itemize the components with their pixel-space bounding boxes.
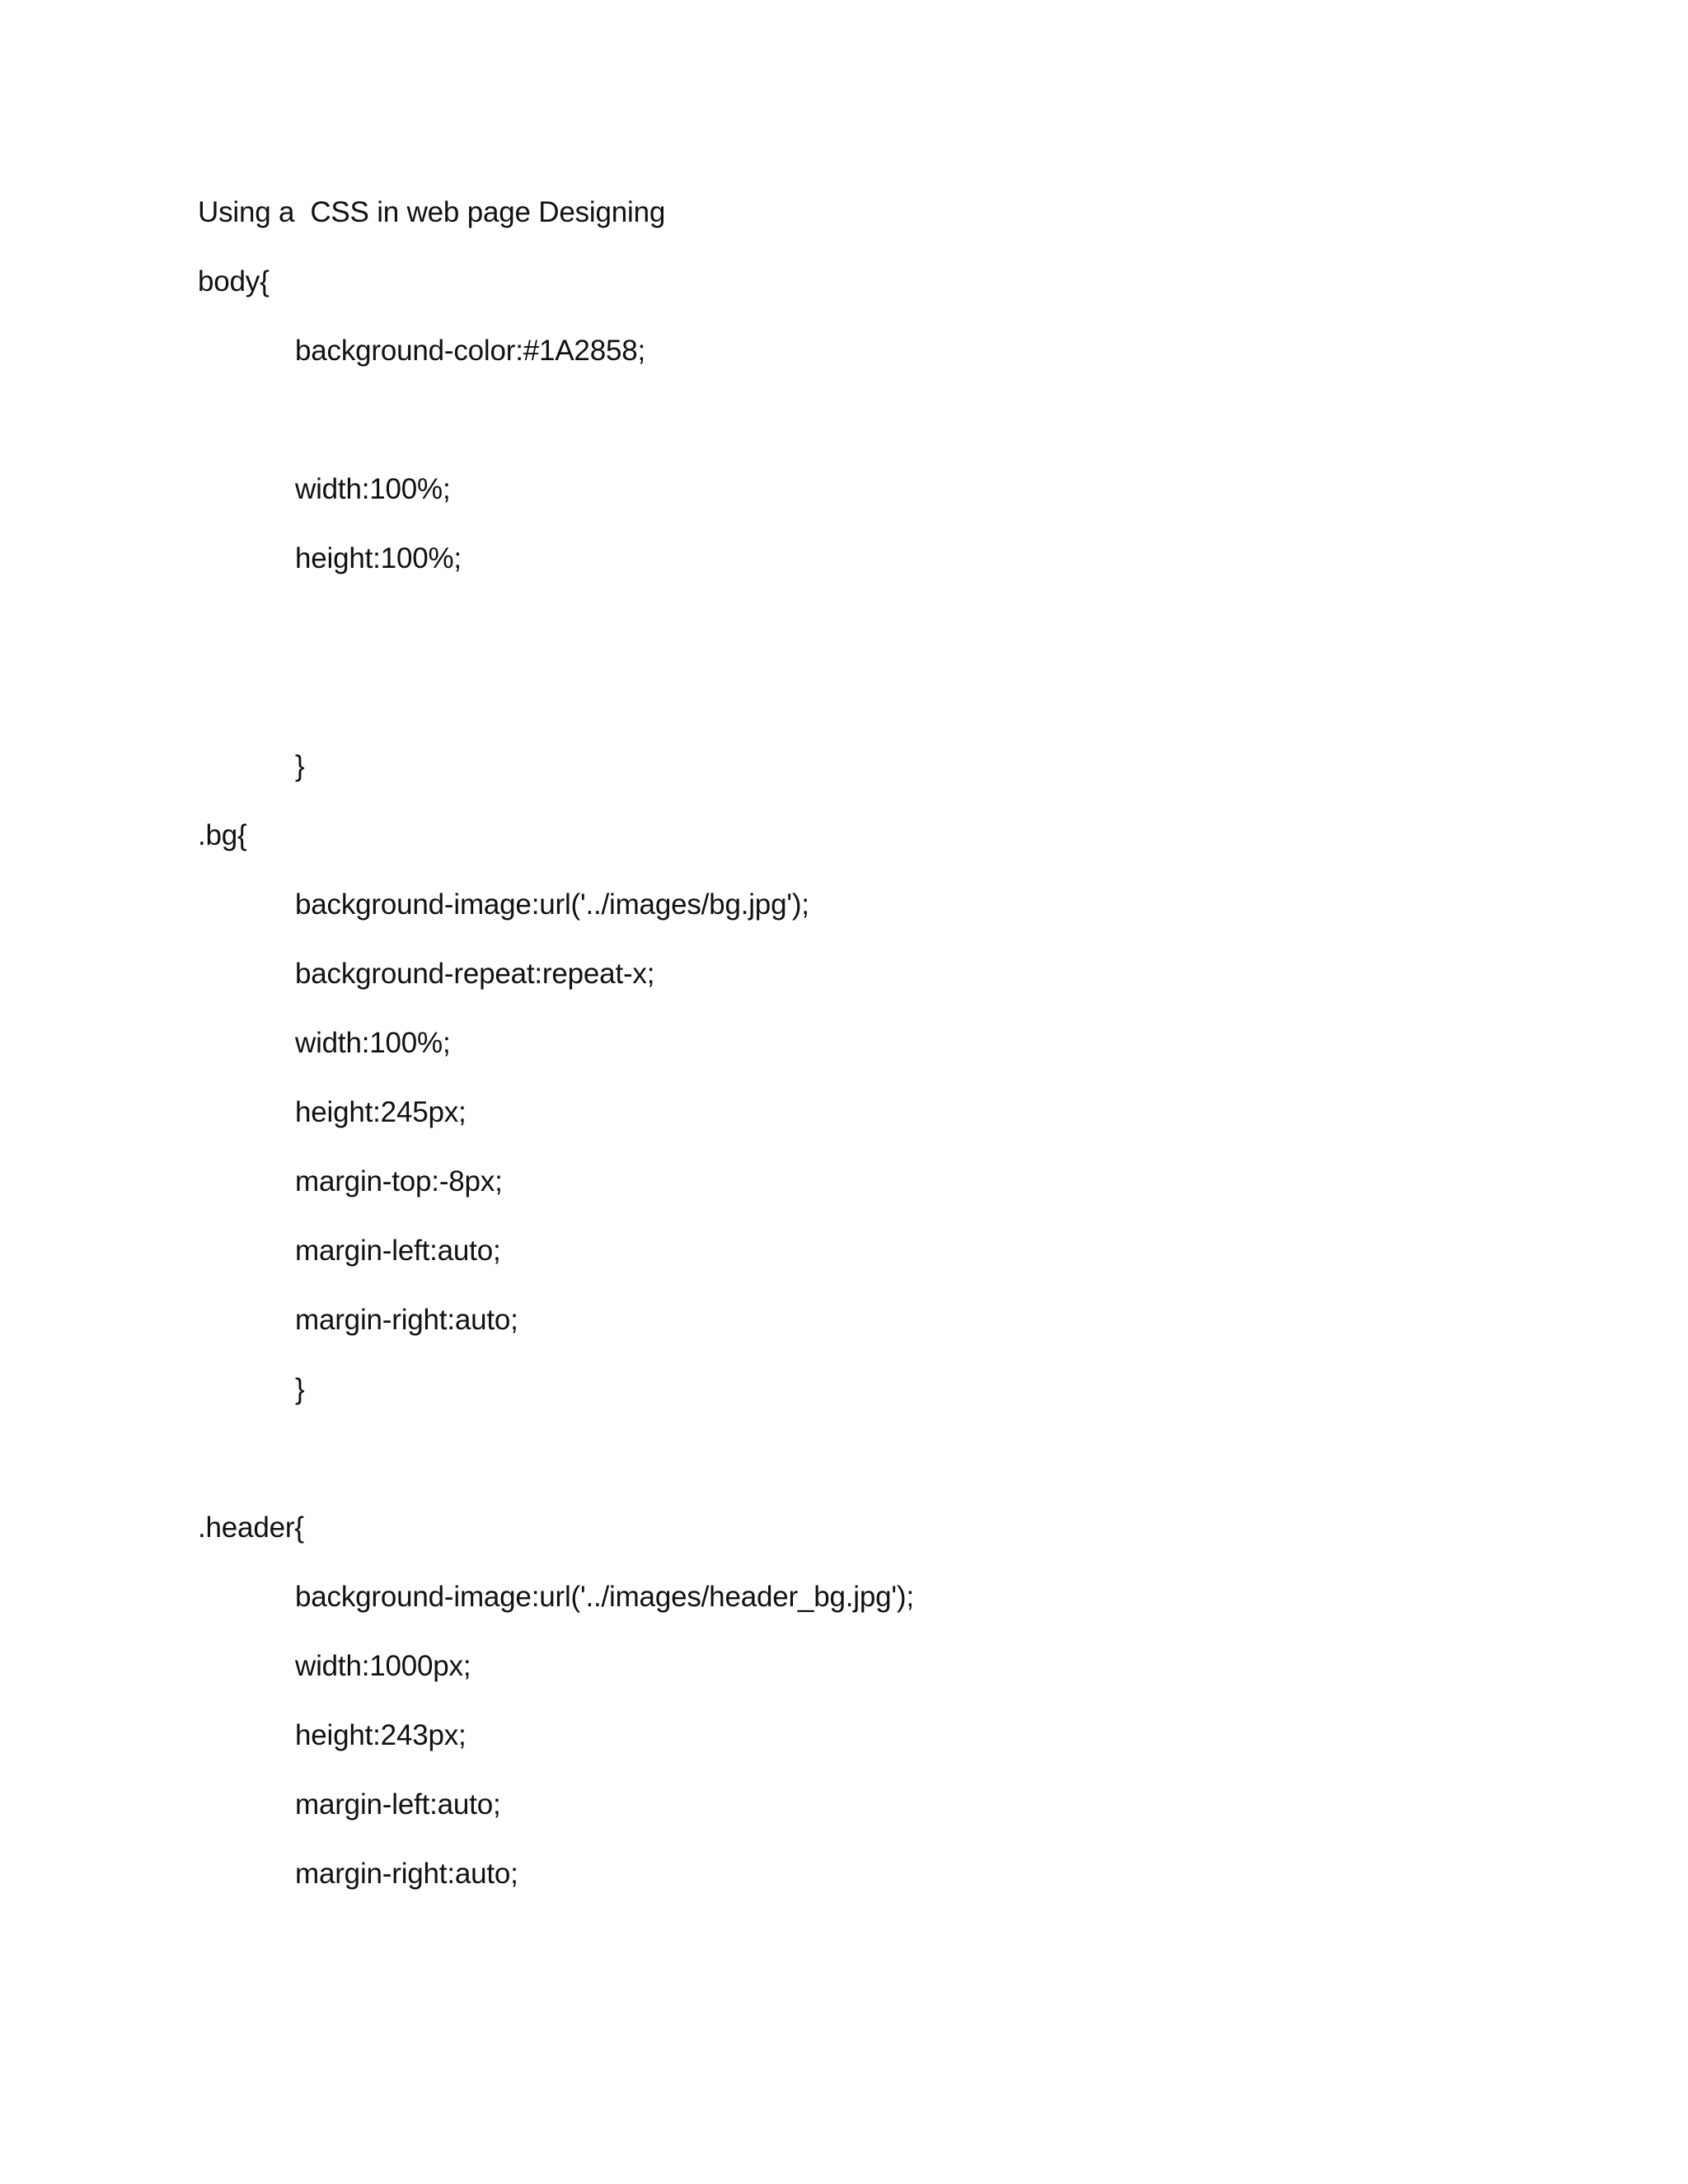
header-rule-selector: .header{ xyxy=(198,1511,304,1544)
header-rule-declaration: width:1000px; xyxy=(295,1650,471,1682)
body-rule-selector: body{ xyxy=(198,265,270,298)
header-rule-declaration: background-image:url('../images/header_bg.jpg'); xyxy=(295,1581,914,1613)
bg-rule-close: } xyxy=(295,1373,305,1405)
body-rule-declaration: height:100%; xyxy=(295,542,462,574)
document-title: Using a CSS in web page Designing xyxy=(198,196,666,228)
bg-rule-declaration: height:245px; xyxy=(295,1096,467,1128)
bg-rule-declaration: background-repeat:repeat-x; xyxy=(295,958,655,990)
bg-rule-declaration: margin-top:-8px; xyxy=(295,1165,503,1197)
bg-rule-declaration: margin-right:auto; xyxy=(295,1304,518,1336)
header-rule-declaration: margin-left:auto; xyxy=(295,1788,501,1821)
bg-rule-selector: .bg{ xyxy=(198,819,247,851)
body-rule-declaration: background-color:#1A2858; xyxy=(295,335,646,367)
bg-rule-declaration: margin-left:auto; xyxy=(295,1235,501,1267)
header-rule-declaration: margin-right:auto; xyxy=(295,1858,518,1890)
body-rule-close: } xyxy=(295,750,305,782)
header-rule-declaration: height:243px; xyxy=(295,1719,467,1751)
body-rule-declaration: width:100%; xyxy=(295,473,451,505)
bg-rule-declaration: background-image:url('../images/bg.jpg'); xyxy=(295,888,809,921)
bg-rule-declaration: width:100%; xyxy=(295,1027,451,1059)
